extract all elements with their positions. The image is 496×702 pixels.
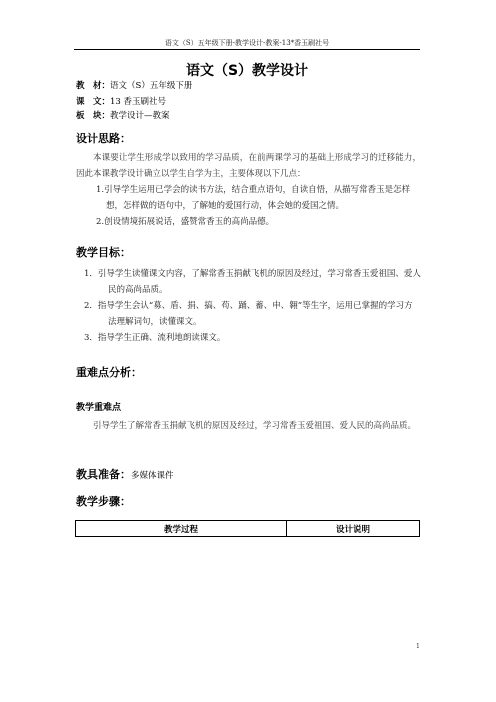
section-heading-materials	[76, 466, 174, 482]
table-header-row	[76, 521, 420, 537]
running-header: 语文（S）五年级下册-教学设计-教案-13*香玉刷社号	[164, 39, 330, 47]
key-points-subheading: 教学重难点	[76, 403, 122, 413]
list-item: 1.引导学生运用已学会的读书方法，结合重点语句，自读自悟，从描写常香玉是怎样想，怎样做的语句中，了解她的爱国行动，体会她的爱国之情。	[96, 185, 411, 211]
meta-label: 课 文：	[76, 97, 111, 107]
list-item: 2．指导学生会认“募、盾、捐、搞、苟、踊、蓄、申、翱”等生字，运用已掌握的学习方法理解词句，读懂课文。	[84, 301, 413, 327]
teaching-steps-table	[75, 520, 420, 537]
meta-row-block	[76, 110, 170, 122]
meta-row-lesson	[76, 96, 166, 108]
meta-label: 板 块：	[76, 111, 111, 121]
list-item: 1．引导学生读懂课文内容，了解常香玉捐献飞机的原因及经过，学习常香玉爱祖国、爱人民的高尚品质。	[84, 269, 421, 295]
meta-label: 教 材：	[76, 81, 111, 91]
key-points-text: 引导学生了解常香玉捐献飞机的原因及经过，学习常香玉爱祖国、爱人民的高尚品质。	[93, 421, 417, 431]
design-ideas-list	[76, 182, 421, 230]
header-rule	[74, 49, 420, 50]
column-header-process: 教学过程	[76, 521, 287, 537]
page-number: 1	[416, 643, 420, 650]
section-heading-key-points: 重难点分析：	[76, 366, 142, 379]
materials-value: 多媒体课件	[131, 471, 174, 481]
column-header-notes: 设计说明	[287, 521, 420, 537]
meta-value: 语文（S）五年级下册	[110, 81, 193, 91]
list-item: 2.创设情境拓展说话，盛赞常香玉的高尚品德。	[96, 217, 275, 227]
section-heading-design-ideas: 设计思路：	[76, 132, 131, 145]
meta-value: 教学设计—教案	[110, 111, 170, 121]
section-heading-steps: 教学步骤：	[76, 495, 131, 508]
document-title: 语文（S）教学设计	[185, 63, 309, 79]
design-ideas-intro: 本课要让学生形成学以致用的学习品质，在前两课学习的基础上形成学习的迁移能力，因此本课教学设计确立以学生自学为主，主要体现以下几点：	[76, 153, 421, 179]
meta-row-textbook	[76, 80, 192, 92]
section-heading-objectives: 教学目标：	[76, 246, 131, 259]
objectives-list	[76, 266, 421, 346]
materials-heading: 教具准备：	[76, 468, 131, 481]
list-item: 3．指导学生正确、流利地朗读课文。	[84, 333, 226, 343]
meta-value: 13 香玉刷社号	[110, 97, 167, 107]
